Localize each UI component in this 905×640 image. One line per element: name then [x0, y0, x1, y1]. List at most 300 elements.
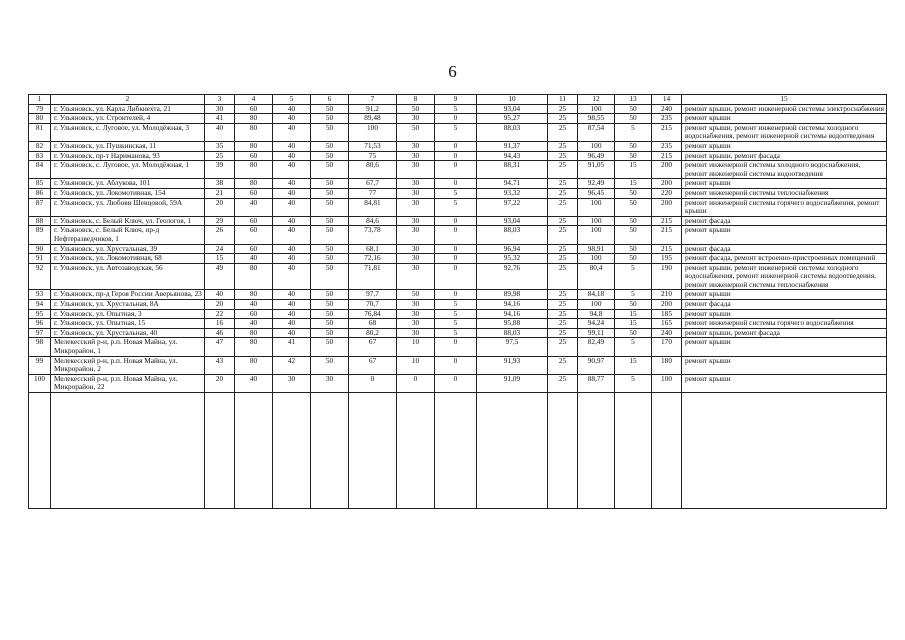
- value-cell: 80: [235, 328, 273, 338]
- value-cell: 25: [548, 319, 578, 329]
- value-cell: 50: [311, 141, 349, 151]
- work-type-cell: ремонт крыши: [682, 290, 887, 300]
- address-cell: г. Ульяновск, с. Белый Ключ, ул. Геологов, 1: [51, 216, 205, 226]
- value-cell: 40: [273, 300, 311, 310]
- table-row: [29, 356, 887, 374]
- value-cell: 100: [578, 254, 615, 264]
- value-cell: 29: [205, 216, 235, 226]
- value-cell: 0: [435, 226, 477, 244]
- value-cell: 82,49: [578, 338, 615, 356]
- value-cell: 185: [652, 309, 682, 319]
- value-cell: 80: [235, 123, 273, 141]
- value-cell: 30: [397, 198, 435, 216]
- value-cell: 40: [273, 319, 311, 329]
- row-number-cell: 89: [29, 226, 51, 244]
- value-cell: 215: [652, 226, 682, 244]
- value-cell: 25: [548, 263, 578, 290]
- address-cell: г. Ульяновск, ул. Хрустальная, 40: [51, 328, 205, 338]
- value-cell: 5: [615, 263, 652, 290]
- value-cell: 15: [615, 356, 652, 374]
- address-cell: г. Ульяновск, ул. Опытная, 15: [51, 319, 205, 329]
- value-cell: 15: [615, 309, 652, 319]
- value-cell: 42: [273, 356, 311, 374]
- work-type-cell: ремонт инженерной системы горячего водоснабжения, ремонт крыши: [682, 198, 887, 216]
- value-cell: 50: [311, 244, 349, 254]
- value-cell: 40: [273, 254, 311, 264]
- value-cell: 20: [205, 198, 235, 216]
- value-cell: 50: [615, 141, 652, 151]
- value-cell: 94,16: [477, 300, 548, 310]
- value-cell: 60: [235, 244, 273, 254]
- empty-cell: [349, 393, 397, 509]
- value-cell: 88,03: [477, 226, 548, 244]
- empty-cell: [548, 393, 578, 509]
- value-cell: 5: [435, 300, 477, 310]
- value-cell: 40: [273, 198, 311, 216]
- value-cell: 50: [615, 244, 652, 254]
- value-cell: 0: [397, 374, 435, 392]
- value-cell: 30: [397, 244, 435, 254]
- value-cell: 200: [652, 179, 682, 189]
- value-cell: 20: [205, 374, 235, 392]
- value-cell: 60: [235, 309, 273, 319]
- value-cell: 50: [311, 290, 349, 300]
- value-cell: 88,03: [477, 123, 548, 141]
- table-body: [29, 104, 887, 508]
- value-cell: 24: [205, 244, 235, 254]
- value-cell: 50: [311, 179, 349, 189]
- work-type-cell: ремонт крыши: [682, 374, 887, 392]
- value-cell: 25: [548, 179, 578, 189]
- row-number-cell: 84: [29, 161, 51, 179]
- value-cell: 80: [235, 338, 273, 356]
- row-number-cell: 97: [29, 328, 51, 338]
- row-number-cell: 98: [29, 338, 51, 356]
- work-type-cell: ремонт фасада: [682, 216, 887, 226]
- value-cell: 80,4: [578, 263, 615, 290]
- value-cell: 5: [435, 188, 477, 198]
- value-cell: 0: [435, 179, 477, 189]
- table-row: [29, 244, 887, 254]
- value-cell: 98,91: [578, 244, 615, 254]
- table-row: [29, 198, 887, 216]
- table-row: [29, 290, 887, 300]
- work-type-cell: ремонт инженерной системы горячего водоснабжения: [682, 319, 887, 329]
- value-cell: 93,04: [477, 216, 548, 226]
- table-row: [29, 309, 887, 319]
- value-cell: 50: [615, 226, 652, 244]
- column-header: 4: [235, 95, 273, 105]
- work-type-cell: ремонт крыши: [682, 179, 887, 189]
- value-cell: 25: [548, 328, 578, 338]
- value-cell: 5: [615, 123, 652, 141]
- value-cell: 50: [311, 114, 349, 124]
- value-cell: 41: [205, 114, 235, 124]
- table-row: [29, 319, 887, 329]
- table-row: [29, 338, 887, 356]
- value-cell: 25: [548, 356, 578, 374]
- value-cell: 5: [435, 319, 477, 329]
- value-cell: 50: [311, 198, 349, 216]
- value-cell: 10: [397, 356, 435, 374]
- value-cell: 100: [578, 216, 615, 226]
- value-cell: 25: [548, 151, 578, 161]
- value-cell: 60: [235, 216, 273, 226]
- table-row: [29, 254, 887, 264]
- row-number-cell: 86: [29, 188, 51, 198]
- header-row: [29, 95, 887, 105]
- value-cell: 0: [435, 338, 477, 356]
- work-type-cell: ремонт фасада: [682, 244, 887, 254]
- value-cell: 95,88: [477, 319, 548, 329]
- value-cell: 50: [311, 151, 349, 161]
- value-cell: 93,04: [477, 104, 548, 114]
- value-cell: 40: [235, 198, 273, 216]
- value-cell: 60: [235, 104, 273, 114]
- value-cell: 67: [349, 356, 397, 374]
- value-cell: 200: [652, 300, 682, 310]
- address-cell: г. Ульяновск, ул. Локомотивная, 68: [51, 254, 205, 264]
- value-cell: 92,49: [578, 179, 615, 189]
- work-type-cell: ремонт инженерной системы теплоснабжения: [682, 188, 887, 198]
- value-cell: 76,84: [349, 309, 397, 319]
- value-cell: 50: [615, 188, 652, 198]
- column-header: 1: [29, 95, 51, 105]
- value-cell: 50: [311, 319, 349, 329]
- value-cell: 215: [652, 123, 682, 141]
- work-type-cell: ремонт крыши: [682, 114, 887, 124]
- value-cell: 50: [615, 300, 652, 310]
- value-cell: 100: [578, 300, 615, 310]
- value-cell: 40: [273, 216, 311, 226]
- empty-row: [29, 393, 887, 509]
- value-cell: 88,77: [578, 374, 615, 392]
- work-type-cell: ремонт фасада: [682, 300, 887, 310]
- row-number-cell: 85: [29, 179, 51, 189]
- row-number-cell: 90: [29, 244, 51, 254]
- value-cell: 50: [615, 216, 652, 226]
- value-cell: 50: [311, 309, 349, 319]
- value-cell: 67: [349, 338, 397, 356]
- value-cell: 235: [652, 141, 682, 151]
- row-number-cell: 100: [29, 374, 51, 392]
- value-cell: 25: [548, 161, 578, 179]
- address-cell: г. Ульяновск, ул. Любови Шевцовой, 59А: [51, 198, 205, 216]
- value-cell: 96,94: [477, 244, 548, 254]
- value-cell: 68: [349, 319, 397, 329]
- value-cell: 90,97: [578, 356, 615, 374]
- value-cell: 71,81: [349, 263, 397, 290]
- column-header: 3: [205, 95, 235, 105]
- work-type-cell: ремонт крыши: [682, 356, 887, 374]
- value-cell: 46: [205, 328, 235, 338]
- value-cell: 25: [548, 123, 578, 141]
- value-cell: 80: [235, 161, 273, 179]
- value-cell: 72,16: [349, 254, 397, 264]
- value-cell: 25: [548, 226, 578, 244]
- value-cell: 40: [273, 263, 311, 290]
- value-cell: 50: [311, 300, 349, 310]
- value-cell: 89,48: [349, 114, 397, 124]
- value-cell: 40: [273, 309, 311, 319]
- value-cell: 80,2: [349, 328, 397, 338]
- table-row: [29, 226, 887, 244]
- empty-cell: [51, 393, 205, 509]
- value-cell: 10: [397, 338, 435, 356]
- value-cell: 39: [205, 161, 235, 179]
- value-cell: 0: [435, 374, 477, 392]
- value-cell: 100: [578, 141, 615, 151]
- value-cell: 96,45: [578, 188, 615, 198]
- column-header: 5: [273, 95, 311, 105]
- value-cell: 50: [615, 114, 652, 124]
- value-cell: 5: [615, 290, 652, 300]
- work-type-cell: ремонт фасада, ремонт встроенно-пристроенных помещений: [682, 254, 887, 264]
- work-type-cell: ремонт крыши, ремонт фасада: [682, 328, 887, 338]
- value-cell: 50: [311, 254, 349, 264]
- value-cell: 96,49: [578, 151, 615, 161]
- value-cell: 49: [205, 263, 235, 290]
- value-cell: 5: [435, 198, 477, 216]
- empty-cell: [273, 393, 311, 509]
- table-row: [29, 104, 887, 114]
- address-cell: г. Ульяновск, пр-д Героя России Аверьянова, 23: [51, 290, 205, 300]
- value-cell: 84,6: [349, 216, 397, 226]
- value-cell: 50: [311, 263, 349, 290]
- row-number-cell: 81: [29, 123, 51, 141]
- value-cell: 87,54: [578, 123, 615, 141]
- work-type-cell: ремонт инженерной системы холодного водоснабжения, ремонт инженерной системы водоотведения: [682, 161, 887, 179]
- value-cell: 40: [273, 188, 311, 198]
- value-cell: 97,22: [477, 198, 548, 216]
- value-cell: 88,03: [477, 328, 548, 338]
- work-type-cell: ремонт крыши, ремонт фасада: [682, 151, 887, 161]
- value-cell: 25: [548, 338, 578, 356]
- value-cell: 30: [397, 161, 435, 179]
- value-cell: 30: [397, 300, 435, 310]
- address-cell: г. Ульяновск, ул. Хрустальная, 8А: [51, 300, 205, 310]
- value-cell: 5: [435, 123, 477, 141]
- value-cell: 30: [397, 309, 435, 319]
- table-row: [29, 123, 887, 141]
- value-cell: 25: [548, 300, 578, 310]
- value-cell: 50: [397, 290, 435, 300]
- work-type-cell: ремонт крыши: [682, 141, 887, 151]
- value-cell: 40: [273, 328, 311, 338]
- empty-cell: [397, 393, 435, 509]
- value-cell: 94,8: [578, 309, 615, 319]
- column-header: 11: [548, 95, 578, 105]
- value-cell: 40: [273, 290, 311, 300]
- table-row: [29, 300, 887, 310]
- value-cell: 95,32: [477, 254, 548, 264]
- column-header: 8: [397, 95, 435, 105]
- value-cell: 97,5: [477, 338, 548, 356]
- value-cell: 50: [311, 356, 349, 374]
- value-cell: 30: [397, 188, 435, 198]
- value-cell: 50: [615, 198, 652, 216]
- value-cell: 0: [435, 216, 477, 226]
- work-type-cell: ремонт крыши: [682, 338, 887, 356]
- table-row: [29, 328, 887, 338]
- value-cell: 0: [435, 114, 477, 124]
- value-cell: 88,31: [477, 161, 548, 179]
- value-cell: 40: [273, 141, 311, 151]
- value-cell: 180: [652, 356, 682, 374]
- value-cell: 40: [273, 151, 311, 161]
- row-number-cell: 92: [29, 263, 51, 290]
- value-cell: 84,18: [578, 290, 615, 300]
- work-type-cell: ремонт крыши: [682, 226, 887, 244]
- value-cell: 50: [311, 123, 349, 141]
- empty-cell: [615, 393, 652, 509]
- value-cell: 80: [235, 290, 273, 300]
- table-row: [29, 151, 887, 161]
- value-cell: 100: [578, 226, 615, 244]
- value-cell: 15: [615, 161, 652, 179]
- row-number-cell: 82: [29, 141, 51, 151]
- address-cell: г. Ульяновск, с. Белый Ключ, пр-д Нефтеразведчиков, 1: [51, 226, 205, 244]
- value-cell: 30: [205, 104, 235, 114]
- value-cell: 40: [235, 254, 273, 264]
- value-cell: 5: [435, 328, 477, 338]
- address-cell: г. Ульяновск, ул. Пушкинская, 11: [51, 141, 205, 151]
- row-number-cell: 96: [29, 319, 51, 329]
- value-cell: 40: [273, 123, 311, 141]
- value-cell: 26: [205, 226, 235, 244]
- value-cell: 15: [205, 254, 235, 264]
- value-cell: 25: [548, 244, 578, 254]
- value-cell: 165: [652, 319, 682, 329]
- value-cell: 73,78: [349, 226, 397, 244]
- work-type-cell: ремонт крыши, ремонт инженерной системы электроснабжения: [682, 104, 887, 114]
- value-cell: 0: [435, 141, 477, 151]
- row-number-cell: 79: [29, 104, 51, 114]
- value-cell: 35: [205, 141, 235, 151]
- value-cell: 30: [397, 179, 435, 189]
- value-cell: 50: [397, 123, 435, 141]
- value-cell: 38: [205, 179, 235, 189]
- value-cell: 80: [235, 263, 273, 290]
- empty-cell: [435, 393, 477, 509]
- value-cell: 50: [311, 226, 349, 244]
- value-cell: 5: [435, 309, 477, 319]
- value-cell: 95,27: [477, 114, 548, 124]
- empty-cell: [235, 393, 273, 509]
- value-cell: 43: [205, 356, 235, 374]
- value-cell: 40: [205, 123, 235, 141]
- column-header: 2: [51, 95, 205, 105]
- address-cell: г. Ульяновск, ул. Строителей, 4: [51, 114, 205, 124]
- value-cell: 25: [548, 188, 578, 198]
- value-cell: 30: [311, 374, 349, 392]
- value-cell: 80: [235, 179, 273, 189]
- value-cell: 25: [548, 254, 578, 264]
- value-cell: 50: [615, 328, 652, 338]
- value-cell: 100: [349, 123, 397, 141]
- empty-cell: [477, 393, 548, 509]
- address-cell: г. Ульяновск, с. Луговое, ул. Молодёжная, 1: [51, 161, 205, 179]
- column-header: 10: [477, 95, 548, 105]
- value-cell: 40: [205, 290, 235, 300]
- empty-cell: [205, 393, 235, 509]
- value-cell: 100: [578, 104, 615, 114]
- table-row: [29, 374, 887, 392]
- value-cell: 40: [273, 179, 311, 189]
- value-cell: 94,71: [477, 179, 548, 189]
- value-cell: 0: [435, 254, 477, 264]
- value-cell: 77: [349, 188, 397, 198]
- table-row: [29, 263, 887, 290]
- row-number-cell: 83: [29, 151, 51, 161]
- value-cell: 235: [652, 114, 682, 124]
- value-cell: 98,55: [578, 114, 615, 124]
- table-row: [29, 114, 887, 124]
- value-cell: 50: [615, 151, 652, 161]
- value-cell: 30: [397, 319, 435, 329]
- value-cell: 215: [652, 244, 682, 254]
- value-cell: 40: [273, 114, 311, 124]
- value-cell: 70,7: [349, 300, 397, 310]
- value-cell: 30: [397, 141, 435, 151]
- value-cell: 80: [235, 141, 273, 151]
- value-cell: 0: [349, 374, 397, 392]
- value-cell: 40: [235, 374, 273, 392]
- value-cell: 89,98: [477, 290, 548, 300]
- value-cell: 50: [311, 338, 349, 356]
- value-cell: 15: [615, 319, 652, 329]
- value-cell: 93,32: [477, 188, 548, 198]
- value-cell: 50: [311, 188, 349, 198]
- value-cell: 30: [397, 216, 435, 226]
- value-cell: 40: [235, 319, 273, 329]
- row-number-cell: 95: [29, 309, 51, 319]
- value-cell: 0: [435, 290, 477, 300]
- value-cell: 5: [435, 104, 477, 114]
- column-header: 9: [435, 95, 477, 105]
- value-cell: 91,2: [349, 104, 397, 114]
- column-header: 15: [682, 95, 887, 105]
- value-cell: 25: [548, 216, 578, 226]
- value-cell: 50: [311, 328, 349, 338]
- address-cell: г. Ульяновск, ул. Хрустальная, 39: [51, 244, 205, 254]
- value-cell: 0: [435, 161, 477, 179]
- value-cell: 0: [435, 263, 477, 290]
- value-cell: 240: [652, 104, 682, 114]
- value-cell: 94,24: [578, 319, 615, 329]
- column-header: 12: [578, 95, 615, 105]
- value-cell: 80,6: [349, 161, 397, 179]
- value-cell: 170: [652, 338, 682, 356]
- value-cell: 40: [273, 244, 311, 254]
- address-cell: г. Ульяновск, пр-т Нариманова, 93: [51, 151, 205, 161]
- value-cell: 20: [205, 300, 235, 310]
- value-cell: 91,05: [578, 161, 615, 179]
- value-cell: 25: [548, 374, 578, 392]
- value-cell: 50: [615, 254, 652, 264]
- empty-cell: [29, 393, 51, 509]
- address-cell: г. Ульяновск, ул. Карла Либкнехта, 21: [51, 104, 205, 114]
- value-cell: 25: [548, 198, 578, 216]
- value-cell: 60: [235, 226, 273, 244]
- table-row: [29, 161, 887, 179]
- value-cell: 25: [548, 309, 578, 319]
- value-cell: 21: [205, 188, 235, 198]
- value-cell: 0: [435, 244, 477, 254]
- value-cell: 50: [615, 104, 652, 114]
- address-cell: Мелекесский р-н, р.п. Новая Майна, ул. Микрорайон, 22: [51, 374, 205, 392]
- repair-table: [28, 94, 887, 509]
